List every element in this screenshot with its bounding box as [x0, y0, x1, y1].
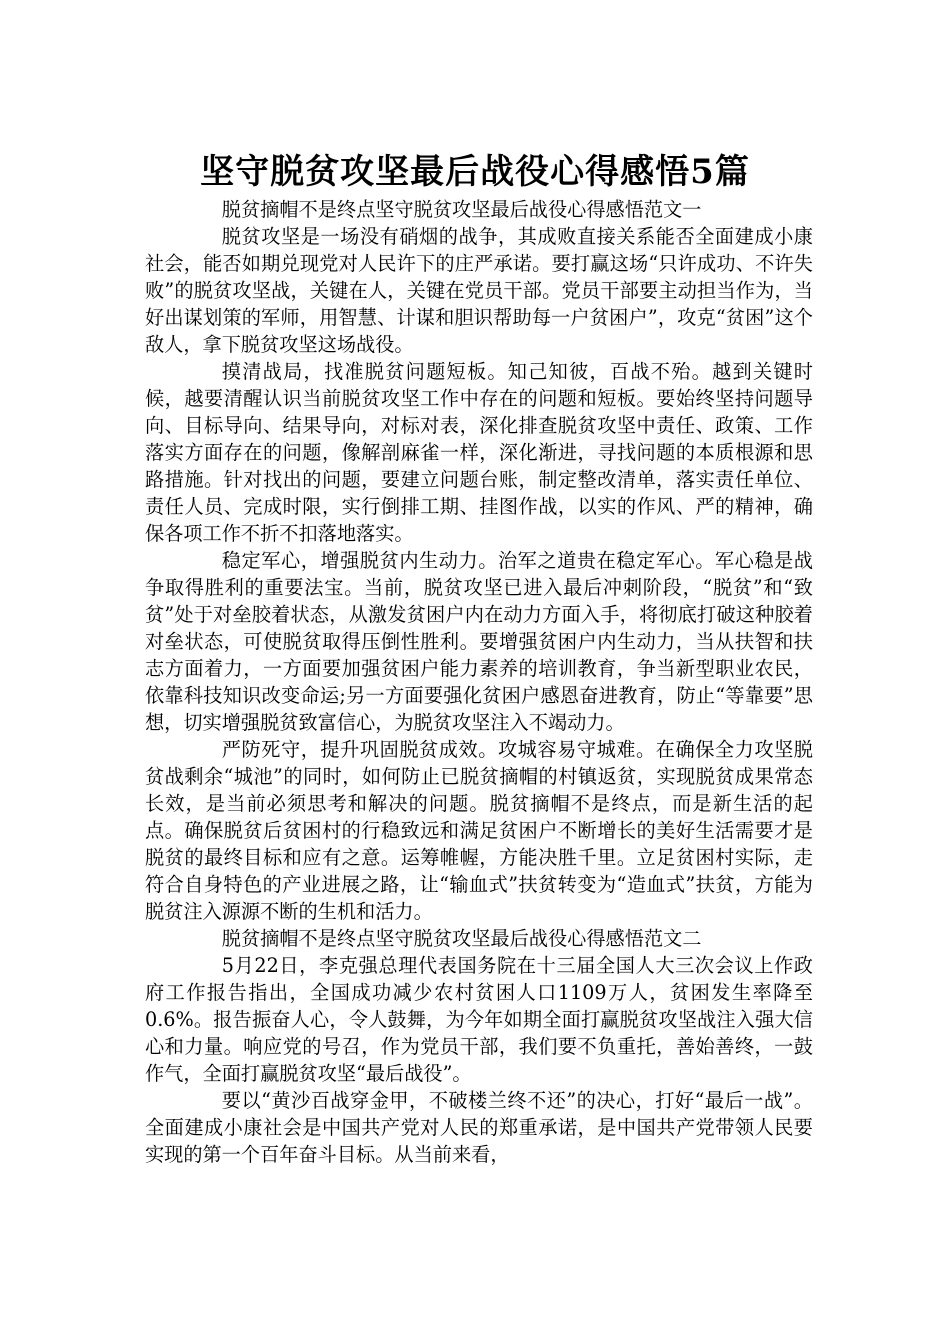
essay-heading: 脱贫摘帽不是终点坚守脱贫攻坚最后战役心得感悟范文二	[221, 927, 702, 950]
body-paragraph: 脱贫攻坚是一场没有硝烟的战争，其成败直接关系能否全面建成小康社会，能否如期兑现党对人民许下的庄严承诺。要打赢这场“只许成功、不许失败”的脱贫攻坚战，关键在人，关键在党员干部。党员干部要主动担当作为，当好出谋划策的军师，用智慧、计谋和胆识帮助每一户贫困户”，攻克“贫困”这个敌人，拿下脱贫攻坚这场战役。	[145, 225, 813, 356]
body-paragraph: 严防死守，提升巩固脱贫成效。攻城容易守城难。在确保全力攻坚脱贫战剩余“城池”的同时，如何防止已脱贫摘帽的村镇返贫，实现脱贫成果常态长效，是当前必须思考和解决的问题。脱贫摘帽不是终点，而是新生活的起点。确保脱贫后贫困村的行稳致远和满足贫困户不断增长的美好生活需要才是脱贫的最终目标和应有之意。运筹帷幄，方能决胜千里。立足贫困村实际，走符合自身特色的产业进展之路，让“输血式”扶贫转变为“造血式”扶贫，方能为脱贫注入源源不断的生机和活力。	[145, 738, 813, 923]
document-title: 坚守脱贫攻坚最后战役心得感悟5篇	[200, 151, 750, 192]
essay-heading: 脱贫摘帽不是终点坚守脱贫攻坚最后战役心得感悟范文一	[221, 198, 702, 221]
body-paragraph: 摸清战局，找准脱贫问题短板。知己知彼，百战不殆。越到关键时候，越要清醒认识当前脱贫攻坚工作中存在的问题和短板。要始终坚持问题导向、目标导向、结果导向，对标对表，深化排查脱贫攻坚中责任、政策、工作落实方面存在的问题，像解剖麻雀一样，深化渐进，寻找问题的本质根源和思路措施。针对找出的问题，要建立问题台账，制定整改清单，落实责任单位、责任人员、完成时限，实行倒排工期、挂图作战，以实的作风、严的精神，确保各项工作不折不扣落地落实。	[145, 360, 813, 545]
body-paragraph: 5月22日，李克强总理代表国务院在十三届全国人大三次会议上作政府工作报告指出，全国成功减少农村贫困人口1109万人，贫困发生率降至0.6%。报告振奋人心，令人鼓舞，为今年如期全面打赢脱贫攻坚战注入强大信心和力量。响应党的号召，作为党员干部，我们要不负重托，善始善终，一鼓作气，全面打赢脱贫攻坚“最后战役”。	[145, 954, 813, 1085]
document-body	[145, 196, 813, 1168]
body-paragraph: 稳定军心，增强脱贫内生动力。治军之道贵在稳定军心。军心稳是战争取得胜利的重要法宝。当前，脱贫攻坚已进入最后冲刺阶段，“脱贫”和“致贫”处于对垒胶着状态，从激发贫困户内在动力方面入手，将彻底打破这种胶着对垒状态，可使脱贫取得压倒性胜利。要增强贫困户内生动力，当从扶智和扶志方面着力，一方面要加强贫困户能力素养的培训教育，争当新型职业农民，依靠科技知识改变命运;另一方面要强化贫困户感恩奋进教育，防止“等靠要”思想，切实增强脱贫致富信心，为脱贫攻坚注入不竭动力。	[145, 549, 813, 734]
body-paragraph: 要以“黄沙百战穿金甲，不破楼兰终不还”的决心，打好“最后一战”。全面建成小康社会是中国共产党对人民的郑重承诺，是中国共产党带领人民要实现的第一个百年奋斗目标。从当前来看，	[145, 1089, 813, 1166]
